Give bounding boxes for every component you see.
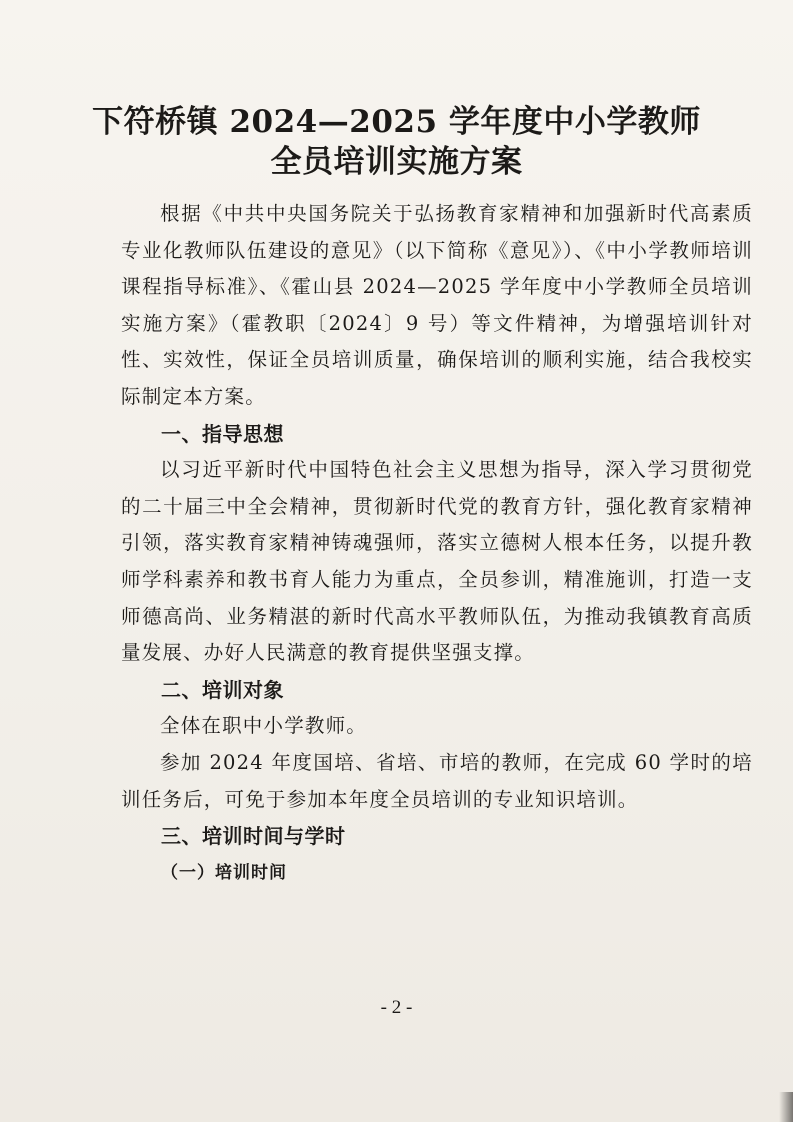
page-number: - 2 - bbox=[380, 997, 413, 1018]
section-1-paragraph: 以习近平新时代中国特色社会主义思想为指导，深入学习贯彻党的二十届三中全会精神，贯彻新时代党的教育方针，强化教育家精神引领，落实教育家精神铸魂强师，落实立德树人根本任务，以提升教师学科素养和教书育人能力为重点，全员参训，精准施训，打造一支师德高尚、业务精湛的新时代高水平教师队伍，为推动我镇教育高质量发展、办好人民满意的教育提供坚强支撑。 bbox=[121, 458, 753, 665]
section-3-subheading-1: （一）培训时间 bbox=[161, 862, 287, 883]
title-line-1: 下符桥镇 2024—2025 学年度中小学教师 bbox=[92, 104, 701, 140]
section-3-heading: 三、培训时间与学时 bbox=[161, 824, 346, 849]
title-line-2: 全员培训实施方案 bbox=[270, 144, 523, 180]
document-body bbox=[121, 196, 753, 891]
intro-paragraph: 根据《中共中央国务院关于弘扬教育家精神和加强新时代高素质专业化教师队伍建设的意见》（以下简称《意见》）、《中小学教师培训课程指导标准》、《霍山县 2024—2025 学年度中小学教师全员培训实施方案》（霍教职〔2024〕9 号）等文件精神，为增强培训针对性、实效性，保证全员培训质量，确保培训的顺利实施，结合我校实际制定本方案。 bbox=[121, 202, 753, 408]
document-title bbox=[0, 102, 793, 182]
scan-edge-shadow bbox=[779, 1092, 793, 1122]
section-2-paragraph-1: 全体在职中小学教师。 bbox=[160, 714, 368, 738]
section-2-heading: 二、培训对象 bbox=[161, 677, 284, 702]
section-2-paragraph-2: 参加 2024 年度国培、省培、市培的教师，在完成 60 学时的培训任务后，可免于参加本年度全员培训的专业知识培训。 bbox=[121, 750, 753, 811]
section-1-heading: 一、指导思想 bbox=[161, 421, 284, 446]
